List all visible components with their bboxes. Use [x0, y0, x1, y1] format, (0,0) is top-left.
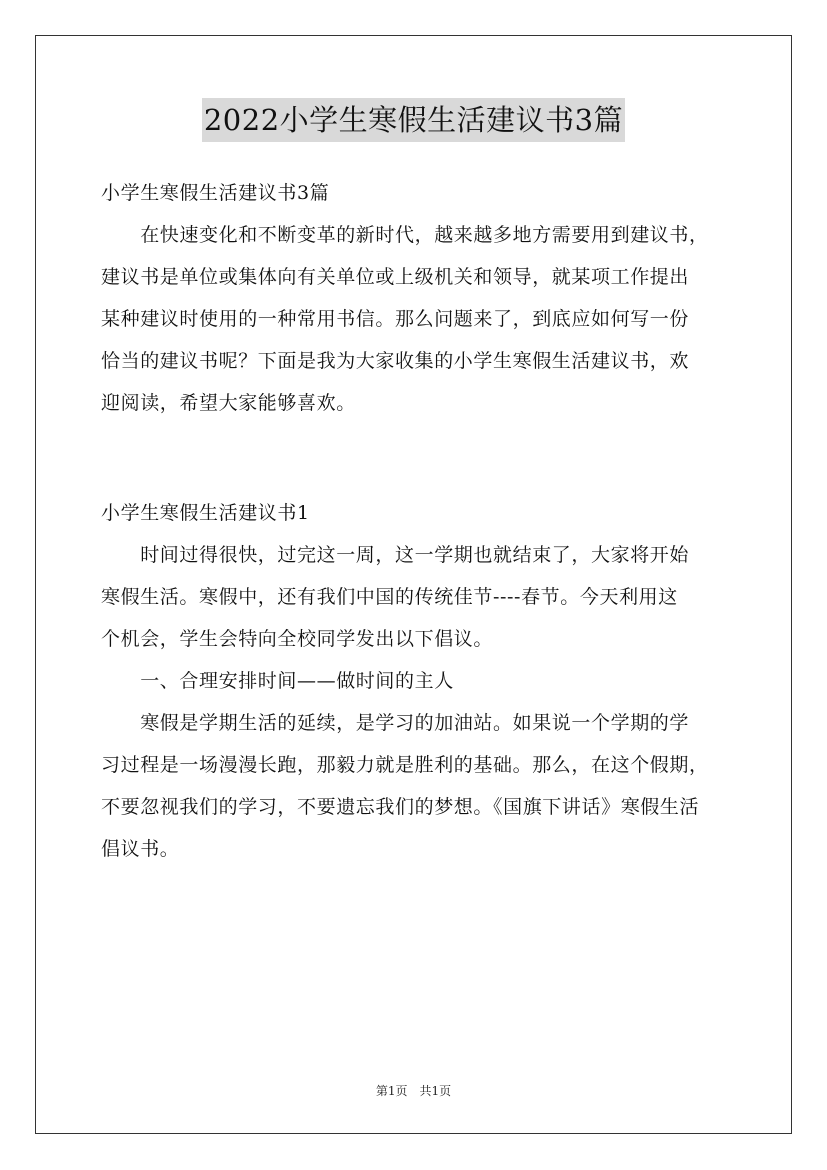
section-line: 寒假是学期生活的延续，是学习的加油站。如果说一个学期的学 — [101, 712, 690, 734]
section-line: 不要忽视我们的学习，不要遗忘我们的梦想。《国旗下讲话》寒假生活 — [101, 796, 700, 818]
intro-line: 迎阅读，希望大家能够喜欢。 — [101, 392, 356, 414]
title-container — [0, 98, 827, 142]
document-body — [101, 172, 741, 870]
subtitle: 小学生寒假生活建议书3篇 — [101, 182, 330, 204]
intro-line: 恰当的建议书呢？下面是我为大家收集的小学生寒假生活建议书，欢 — [101, 350, 690, 372]
section-line: 倡议书。 — [101, 838, 180, 860]
intro-line: 在快速变化和不断变革的新时代，越来越多地方需要用到建议书， — [101, 224, 709, 246]
page-footer — [0, 1082, 827, 1099]
section-line: 个机会，学生会特向全校同学发出以下倡议。 — [101, 628, 494, 650]
page-number-label: 第1页 共1页 — [375, 1084, 452, 1098]
section-line: 寒假生活。寒假中，还有我们中国的传统佳节----春节。今天利用这 — [101, 586, 678, 608]
section-line: 习过程是一场漫漫长跑，那毅力就是胜利的基础。那么，在这个假期， — [101, 754, 709, 776]
section-heading: 小学生寒假生活建议书1 — [101, 502, 310, 524]
section-line: 时间过得很快，过完这一周，这一学期也就结束了，大家将开始 — [101, 544, 690, 566]
section-spacer — [101, 424, 741, 492]
section-line: 一、合理安排时间——做时间的主人 — [101, 670, 454, 692]
intro-line: 某种建议时使用的一种常用书信。那么问题来了，到底应如何写一份 — [101, 308, 690, 330]
document-title: 2022小学生寒假生活建议书3篇 — [202, 98, 625, 142]
intro-line: 建议书是单位或集体向有关单位或上级机关和领导，就某项工作提出 — [101, 266, 690, 288]
